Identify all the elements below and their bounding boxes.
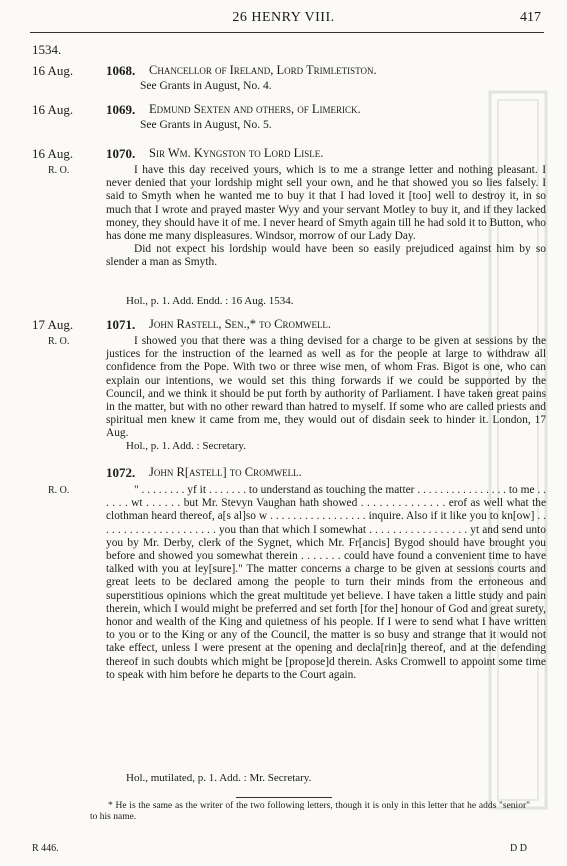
entry-heading: John Rastell, Sen.,* to Cromwell. <box>149 317 332 331</box>
paragraph: I have this day received yours, which is to me a strange letter and nothing pleasant. I never denied that your lordship might sell your own, and he that showed you so lies falsely. I said to Smyth when he wanted me to buy it that I had loved it [too] well to destroy it, in so much that I wrote and prayed master Wyy and your servant Motley to buy it, and if they lacked money, they should have it of me. I never heard of Smyth again till he had sold it to Button, who has done me many displeasures. Windsor, morrow of our Lady Day. <box>106 164 546 243</box>
source-mark: R. O. <box>48 336 70 347</box>
entry-footer: Hol., p. 1. Add. : Secretary. <box>126 440 246 452</box>
entry-body <box>106 164 546 270</box>
paragraph: I showed you that there was a thing devised for a charge to be given at sessions by the justices for the instruction of the learned as well as for the people at large to withdraw all confidence from the Pope. With two or three wise men, of whom Fras. Bigot is one, who can explain our intentions, we would set this thing forwards if we could be supported by the Council, and we think it should be put forth by authority of Parliament. I have taken great pains in the matter, but with no other reward than hatred to myself. If some who are called priests and spiritual men knew it came from me, they would out of disdain seek to hinder it. London, 17 Aug. <box>106 335 546 440</box>
entry-heading: Chancellor of Ireland, Lord Trimletiston. <box>149 63 377 77</box>
entry-heading: Edmund Sexten and others, of Limerick. <box>149 102 361 116</box>
footnote-rule <box>236 797 332 798</box>
entry-heading: John R[astell] to Cromwell. <box>149 465 302 479</box>
entry-number: 1072. <box>106 465 136 480</box>
entry-heading: Sir Wm. Kyngston to Lord Lisle. <box>149 146 324 160</box>
entry-body <box>106 335 546 441</box>
paragraph: Did not expect his lordship would have been so easily prejudiced against him by so slender a man as Smyth. <box>106 243 546 269</box>
cross-reference: See Grants in August, No. 4. <box>140 80 272 92</box>
entry-date: 16 Aug. <box>32 102 74 117</box>
entry-number: 1069. <box>106 102 136 117</box>
entry-footer: Hol., p. 1. Add. Endd. : 16 Aug. 1534. <box>126 295 294 307</box>
entry-1072 <box>28 466 544 786</box>
source-mark: R. O. <box>48 485 70 496</box>
entry-body <box>106 484 546 682</box>
source-mark: R. O. <box>48 165 70 176</box>
entry-1069 <box>28 103 544 137</box>
paragraph: " . . . . . . . . yf it . . . . . . . to understand as touching the matter . . . . . . . . . . . . . . . . to me . . . . . . wt . . . . . . but Mr. Stevyn Vaughan hath showed . . . . . . . . . . . . . . erof as well what the clothman heard thereof, a[s al]so w . . . . . . . . . . . . . . . . . inquire. Also if it like you to kn[ow] . . . . . . . . . . . . . . . . . . . . . you than that which I somewhat . . . . . . . . . . . . . . . . . yt and send unto you by Mr. Derby, clerk of the Sygnet, which Mr. Fr[ancis] Bygod should have brought you before and showed you somewhat therein . . . . . . . could have found a convenient time to have talked with you at ley[sure]." The matter concerns a charge to be given at sessions courts and great leets to be declared among the people to turn their minds from the erroneous and superstitious opinions which the great multitude yet believe. I have taken a little study and pain therein, which I would might be preferred and set forth [for the] honour of God and great surety, honor and wealth of the King and quietness of his people. If I were to send what I have written to you or to the King or any of the Council, the matter is so busy and strange that it would not take effect, unless I were present at the opening and decla[rin]g thereof, and at the defending thereof in such doubts which might be [propose]d therein. Asks Cromwell to appoint some time to speak with him before he departs to the Court again. <box>106 484 546 681</box>
entry-number: 1071. <box>106 317 136 332</box>
header-rule <box>30 32 544 33</box>
year-marker: 1534. <box>32 42 62 57</box>
entry-footer: Hol., mutilated, p. 1. Add. : Mr. Secretary. <box>126 772 312 784</box>
page-number: 417 <box>520 10 541 25</box>
running-title: 26 HENRY VIII. <box>232 10 335 25</box>
entry-number: 1068. <box>106 63 136 78</box>
entry-date: 17 Aug. <box>32 317 74 332</box>
signature-mark: R 446. <box>32 843 59 854</box>
entry-1068 <box>28 64 544 98</box>
sheet-mark: D D <box>510 843 527 854</box>
entry-date: 16 Aug. <box>32 146 74 161</box>
entry-1071 <box>28 317 546 452</box>
running-header <box>0 10 567 30</box>
entry-1070 <box>28 147 544 313</box>
entry-number: 1070. <box>106 146 136 161</box>
footnote: * He is the same as the writer of the two following letters, though it is only in this letter that he adds "senior" to his name. <box>90 801 530 822</box>
cross-reference: See Grants in August, No. 5. <box>140 119 272 131</box>
entry-date: 16 Aug. <box>32 63 74 78</box>
